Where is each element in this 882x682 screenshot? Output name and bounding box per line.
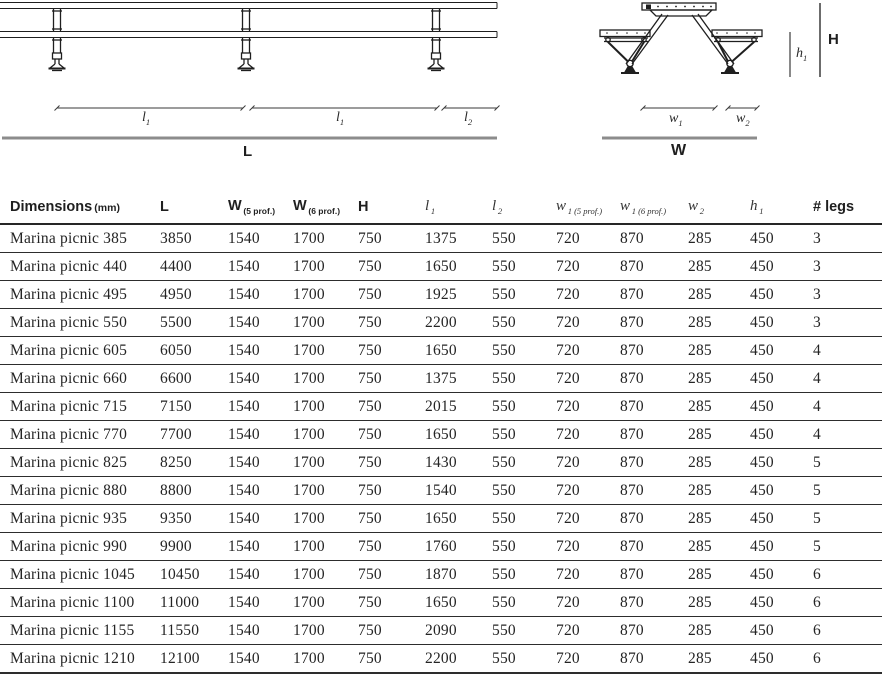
dimension-value-cell: 1650	[425, 421, 492, 449]
product-name-cell: Marina picnic 715	[0, 393, 160, 421]
dimension-value-cell: 285	[688, 589, 750, 617]
table-row	[0, 421, 882, 449]
product-name-cell: Marina picnic 825	[0, 449, 160, 477]
dimension-value-cell: 720	[556, 561, 620, 589]
column-header-label: w	[556, 198, 567, 214]
column-header-subscript: (6 prof.)	[306, 205, 341, 216]
dimension-value-cell: 870	[620, 281, 688, 309]
dimension-value-cell: 720	[556, 281, 620, 309]
dimension-value-cell: 550	[492, 253, 556, 281]
dim-sub: 1	[339, 116, 345, 127]
dimension-value-cell: 1540	[228, 505, 293, 533]
table-row	[0, 393, 882, 421]
dimension-value-cell: 450	[750, 281, 813, 309]
column-header	[620, 194, 688, 224]
dimension-value-cell: 2200	[425, 309, 492, 337]
dimension-value-cell: 285	[688, 421, 750, 449]
dimension-value-cell: 1540	[228, 477, 293, 505]
dimension-value-cell: 550	[492, 421, 556, 449]
table-row	[0, 533, 882, 561]
dimension-value-cell: 4950	[160, 281, 228, 309]
table-row	[0, 337, 882, 365]
dimension-value-cell: 870	[620, 449, 688, 477]
dimension-value-cell: 550	[492, 309, 556, 337]
dimension-value-cell: 450	[750, 365, 813, 393]
dimension-value-cell: 450	[750, 224, 813, 253]
dimension-value-cell: 720	[556, 365, 620, 393]
dimension-value-cell: 1540	[228, 645, 293, 674]
column-header	[688, 194, 750, 224]
table-row	[0, 617, 882, 645]
dimension-value-cell: 1700	[293, 337, 358, 365]
dimension-value-cell: 750	[358, 505, 425, 533]
dimension-value-cell: 870	[620, 589, 688, 617]
dimension-value-cell: 720	[556, 421, 620, 449]
dimension-value-cell: 1700	[293, 589, 358, 617]
dimension-value-cell: 3	[813, 253, 882, 281]
dimension-value-cell: 870	[620, 561, 688, 589]
dimension-value-cell: 1540	[228, 393, 293, 421]
column-header	[0, 194, 160, 224]
dimension-value-cell: 1700	[293, 393, 358, 421]
dimension-value-cell: 550	[492, 224, 556, 253]
column-header	[750, 194, 813, 224]
dimension-value-cell: 550	[492, 589, 556, 617]
dimension-value-cell: 5	[813, 505, 882, 533]
dimension-value-cell: 870	[620, 224, 688, 253]
dimension-value-cell: 10450	[160, 561, 228, 589]
dimension-value-cell: 720	[556, 253, 620, 281]
table-row	[0, 645, 882, 674]
column-header-label: l	[492, 198, 497, 214]
dimension-value-cell: 750	[358, 309, 425, 337]
dim-label-overall-height: H	[828, 31, 839, 48]
product-name-cell: Marina picnic 935	[0, 505, 160, 533]
dimension-value-cell: 1540	[228, 309, 293, 337]
dimension-value-cell: 720	[556, 309, 620, 337]
dimension-value-cell: 450	[750, 589, 813, 617]
dimension-value-cell: 1375	[425, 224, 492, 253]
dimension-value-cell: 6	[813, 617, 882, 645]
dimension-value-cell: 750	[358, 561, 425, 589]
dimension-value-cell: 1925	[425, 281, 492, 309]
dimension-value-cell: 750	[358, 393, 425, 421]
column-header	[228, 194, 293, 224]
dimension-value-cell: 1700	[293, 645, 358, 674]
column-header-subscript: (5 prof.)	[241, 205, 276, 216]
dimension-value-cell: 7700	[160, 421, 228, 449]
dimension-value-cell: 720	[556, 449, 620, 477]
dimension-value-cell: 12100	[160, 645, 228, 674]
dimension-value-cell: 720	[556, 224, 620, 253]
column-header	[160, 194, 228, 224]
product-name-cell: Marina picnic 660	[0, 365, 160, 393]
dim-var-w: w	[669, 111, 679, 126]
dimension-value-cell: 720	[556, 589, 620, 617]
dimension-value-cell: 870	[620, 253, 688, 281]
dimension-value-cell: 11000	[160, 589, 228, 617]
table-header	[0, 194, 882, 224]
dimension-value-cell: 3	[813, 224, 882, 253]
dimension-value-cell: 1700	[293, 365, 358, 393]
dimension-value-cell: 1540	[228, 561, 293, 589]
dim-var-l: l	[336, 110, 340, 125]
dimension-value-cell: 285	[688, 365, 750, 393]
dimension-value-cell: 6	[813, 589, 882, 617]
dimension-value-cell: 285	[688, 533, 750, 561]
dimension-value-cell: 550	[492, 477, 556, 505]
dimension-value-cell: 1870	[425, 561, 492, 589]
table-row	[0, 224, 882, 253]
dimension-value-cell: 1540	[228, 224, 293, 253]
column-header-subscript: 1	[757, 206, 764, 216]
dimension-value-cell: 450	[750, 533, 813, 561]
dimension-value-cell: 450	[750, 337, 813, 365]
dimension-value-cell: 550	[492, 617, 556, 645]
dimension-value-cell: 285	[688, 505, 750, 533]
table-row	[0, 477, 882, 505]
dimension-value-cell: 720	[556, 477, 620, 505]
dimension-value-cell: 285	[688, 253, 750, 281]
dimension-value-cell: 750	[358, 253, 425, 281]
table-row	[0, 281, 882, 309]
column-header-label: H	[358, 199, 369, 215]
table-row	[0, 253, 882, 281]
dimension-value-cell: 450	[750, 309, 813, 337]
column-header-subscript: 1 (5 prof.)	[566, 206, 603, 216]
dimension-value-cell: 1650	[425, 253, 492, 281]
dimension-value-cell: 1650	[425, 589, 492, 617]
dimension-value-cell: 1430	[425, 449, 492, 477]
dimension-value-cell: 450	[750, 477, 813, 505]
column-header	[358, 194, 425, 224]
column-header	[425, 194, 492, 224]
dim-var-l: l	[464, 110, 468, 125]
dimension-value-cell: 870	[620, 617, 688, 645]
column-header	[556, 194, 620, 224]
dim-sub: 1	[678, 117, 683, 128]
table-row	[0, 449, 882, 477]
dimension-value-cell: 4	[813, 365, 882, 393]
dimension-value-cell: 750	[358, 365, 425, 393]
dimension-value-cell: 750	[358, 421, 425, 449]
dimension-value-cell: 870	[620, 533, 688, 561]
dimension-value-cell: 450	[750, 505, 813, 533]
dimension-value-cell: 450	[750, 253, 813, 281]
dimension-value-cell: 1540	[228, 589, 293, 617]
dimension-value-cell: 9350	[160, 505, 228, 533]
technical-drawings	[0, 0, 882, 178]
dimension-value-cell: 1540	[228, 337, 293, 365]
dim-label-w1	[669, 111, 683, 128]
dimension-value-cell: 870	[620, 477, 688, 505]
dimension-value-cell: 4400	[160, 253, 228, 281]
dimension-value-cell: 450	[750, 449, 813, 477]
product-name-cell: Marina picnic 1100	[0, 589, 160, 617]
product-name-cell: Marina picnic 880	[0, 477, 160, 505]
dimension-value-cell: 750	[358, 281, 425, 309]
product-name-cell: Marina picnic 770	[0, 421, 160, 449]
dimension-value-cell: 550	[492, 533, 556, 561]
dimension-value-cell: 550	[492, 281, 556, 309]
product-name-cell: Marina picnic 1210	[0, 645, 160, 674]
dim-label-l1-b	[336, 110, 344, 127]
dimension-value-cell: 4	[813, 393, 882, 421]
dimension-value-cell: 285	[688, 477, 750, 505]
header-row	[0, 194, 882, 224]
dimension-value-cell: 4	[813, 421, 882, 449]
dim-label-l2	[464, 110, 472, 127]
dimension-value-cell: 870	[620, 645, 688, 674]
dimension-value-cell: 1540	[228, 281, 293, 309]
dimension-value-cell: 8250	[160, 449, 228, 477]
dimension-value-cell: 870	[620, 337, 688, 365]
dimension-value-cell: 550	[492, 505, 556, 533]
column-header-label: l	[425, 198, 430, 214]
dimension-value-cell: 750	[358, 645, 425, 674]
dimension-value-cell: 285	[688, 617, 750, 645]
dimension-value-cell: 1650	[425, 505, 492, 533]
dimension-value-cell: 720	[556, 505, 620, 533]
dimension-value-cell: 285	[688, 645, 750, 674]
dimension-value-cell: 450	[750, 393, 813, 421]
dimension-value-cell: 6050	[160, 337, 228, 365]
product-name-cell: Marina picnic 550	[0, 309, 160, 337]
dimension-value-cell: 285	[688, 561, 750, 589]
column-header-label: w	[620, 198, 631, 214]
column-header-subscript: (mm)	[92, 202, 120, 214]
dimension-value-cell: 1700	[293, 477, 358, 505]
dimension-value-cell: 750	[358, 224, 425, 253]
dimension-value-cell: 6	[813, 561, 882, 589]
dimension-value-cell: 550	[492, 449, 556, 477]
dimension-value-cell: 1375	[425, 365, 492, 393]
dimension-value-cell: 2200	[425, 645, 492, 674]
dimension-value-cell: 1700	[293, 617, 358, 645]
dimension-value-cell: 450	[750, 645, 813, 674]
side-view-drawing	[0, 3, 497, 38]
product-name-cell: Marina picnic 605	[0, 337, 160, 365]
dimension-value-cell: 285	[688, 309, 750, 337]
dimension-value-cell: 750	[358, 337, 425, 365]
dim-var-w: w	[736, 111, 746, 126]
side-view-dimension-lines	[2, 106, 500, 139]
dimension-value-cell: 6600	[160, 365, 228, 393]
column-header-subscript: 2	[496, 206, 503, 216]
dimension-value-cell: 870	[620, 393, 688, 421]
dim-var-l: l	[142, 110, 146, 125]
dimension-value-cell: 11550	[160, 617, 228, 645]
dim-label-h1	[796, 46, 807, 63]
column-header-label: L	[160, 199, 169, 215]
dimension-value-cell: 8800	[160, 477, 228, 505]
dimension-value-cell: 750	[358, 617, 425, 645]
dimension-value-cell: 450	[750, 617, 813, 645]
table-row	[0, 309, 882, 337]
product-name-cell: Marina picnic 990	[0, 533, 160, 561]
column-header-label: Dimensions	[10, 199, 93, 215]
column-header-subscript: 1	[429, 206, 436, 216]
dimension-value-cell: 1540	[228, 421, 293, 449]
dimension-value-cell: 2090	[425, 617, 492, 645]
dimension-value-cell: 5500	[160, 309, 228, 337]
dimension-value-cell: 6	[813, 645, 882, 674]
dimension-value-cell: 285	[688, 281, 750, 309]
dimension-value-cell: 1700	[293, 253, 358, 281]
dimension-value-cell: 4	[813, 337, 882, 365]
column-header	[293, 194, 358, 224]
dimension-value-cell: 1700	[293, 533, 358, 561]
column-header-subscript: 1 (6 prof.)	[630, 206, 667, 216]
dimension-value-cell: 1700	[293, 561, 358, 589]
dimension-value-cell: 285	[688, 337, 750, 365]
dimension-value-cell: 550	[492, 645, 556, 674]
dimension-value-cell: 1700	[293, 449, 358, 477]
product-name-cell: Marina picnic 1155	[0, 617, 160, 645]
dim-label-l1-a	[142, 110, 150, 127]
dimension-value-cell: 285	[688, 449, 750, 477]
dimension-value-cell: 750	[358, 533, 425, 561]
dimension-value-cell: 7150	[160, 393, 228, 421]
dimension-value-cell: 1700	[293, 224, 358, 253]
dimension-value-cell: 450	[750, 561, 813, 589]
dimension-value-cell: 550	[492, 393, 556, 421]
column-header-label: h	[750, 198, 758, 214]
end-view-drawing	[600, 3, 762, 73]
dimension-value-cell: 9900	[160, 533, 228, 561]
dimension-value-cell: 750	[358, 589, 425, 617]
dimensions-table	[0, 194, 882, 674]
product-name-cell: Marina picnic 440	[0, 253, 160, 281]
dim-var-h: h	[796, 46, 803, 61]
dim-label-overall-width: W	[671, 142, 687, 159]
dimension-value-cell: 720	[556, 533, 620, 561]
dim-sub: 2	[467, 116, 473, 127]
dimension-value-cell: 1700	[293, 505, 358, 533]
dimension-value-cell: 285	[688, 224, 750, 253]
dim-sub: 1	[145, 116, 151, 127]
dimension-value-cell: 5	[813, 449, 882, 477]
dimension-value-cell: 870	[620, 365, 688, 393]
dimension-value-cell: 550	[492, 561, 556, 589]
dimension-value-cell: 1540	[228, 253, 293, 281]
dimension-value-cell: 285	[688, 393, 750, 421]
dim-sub: 1	[803, 52, 808, 63]
dimension-value-cell: 1650	[425, 337, 492, 365]
table-row	[0, 365, 882, 393]
dimension-value-cell: 720	[556, 393, 620, 421]
dimension-value-cell: 1540	[425, 477, 492, 505]
dimension-value-cell: 1540	[228, 617, 293, 645]
dim-label-w2	[736, 111, 750, 128]
column-header-label: # legs	[813, 199, 855, 215]
dimension-value-cell: 870	[620, 421, 688, 449]
spec-table-body	[0, 224, 882, 673]
dimension-value-cell: 1700	[293, 281, 358, 309]
side-view-legs	[49, 9, 445, 71]
table-row	[0, 561, 882, 589]
column-header-label: W	[293, 198, 307, 215]
column-header	[492, 194, 556, 224]
dimension-value-cell: 1540	[228, 449, 293, 477]
dimension-value-cell: 5	[813, 533, 882, 561]
dim-label-overall-length: L	[243, 143, 253, 160]
dimension-value-cell: 750	[358, 449, 425, 477]
product-name-cell: Marina picnic 385	[0, 224, 160, 253]
dimension-value-cell: 2015	[425, 393, 492, 421]
dimension-value-cell: 750	[358, 477, 425, 505]
dimension-value-cell: 720	[556, 337, 620, 365]
column-header-subscript: 2	[698, 206, 704, 216]
dimension-value-cell: 720	[556, 617, 620, 645]
dimension-value-cell: 870	[620, 309, 688, 337]
dimension-value-cell: 3	[813, 309, 882, 337]
column-header-label: w	[688, 198, 699, 214]
column-header	[813, 194, 882, 224]
dimension-value-cell: 3	[813, 281, 882, 309]
dimension-value-cell: 1760	[425, 533, 492, 561]
table-row	[0, 589, 882, 617]
product-name-cell: Marina picnic 495	[0, 281, 160, 309]
dimension-value-cell: 550	[492, 365, 556, 393]
dimension-value-cell: 870	[620, 505, 688, 533]
drawings-canvas	[0, 0, 882, 178]
dimension-value-cell: 550	[492, 337, 556, 365]
dimension-value-cell: 1540	[228, 365, 293, 393]
table-row	[0, 505, 882, 533]
column-header-label: W	[228, 198, 242, 215]
dimension-value-cell: 3850	[160, 224, 228, 253]
dimension-value-cell: 720	[556, 645, 620, 674]
dim-sub: 2	[745, 117, 750, 128]
dimension-value-cell: 5	[813, 477, 882, 505]
dimension-value-cell: 1540	[228, 533, 293, 561]
dimension-value-cell: 1700	[293, 309, 358, 337]
product-name-cell: Marina picnic 1045	[0, 561, 160, 589]
dimension-value-cell: 1700	[293, 421, 358, 449]
dimension-value-cell: 450	[750, 421, 813, 449]
